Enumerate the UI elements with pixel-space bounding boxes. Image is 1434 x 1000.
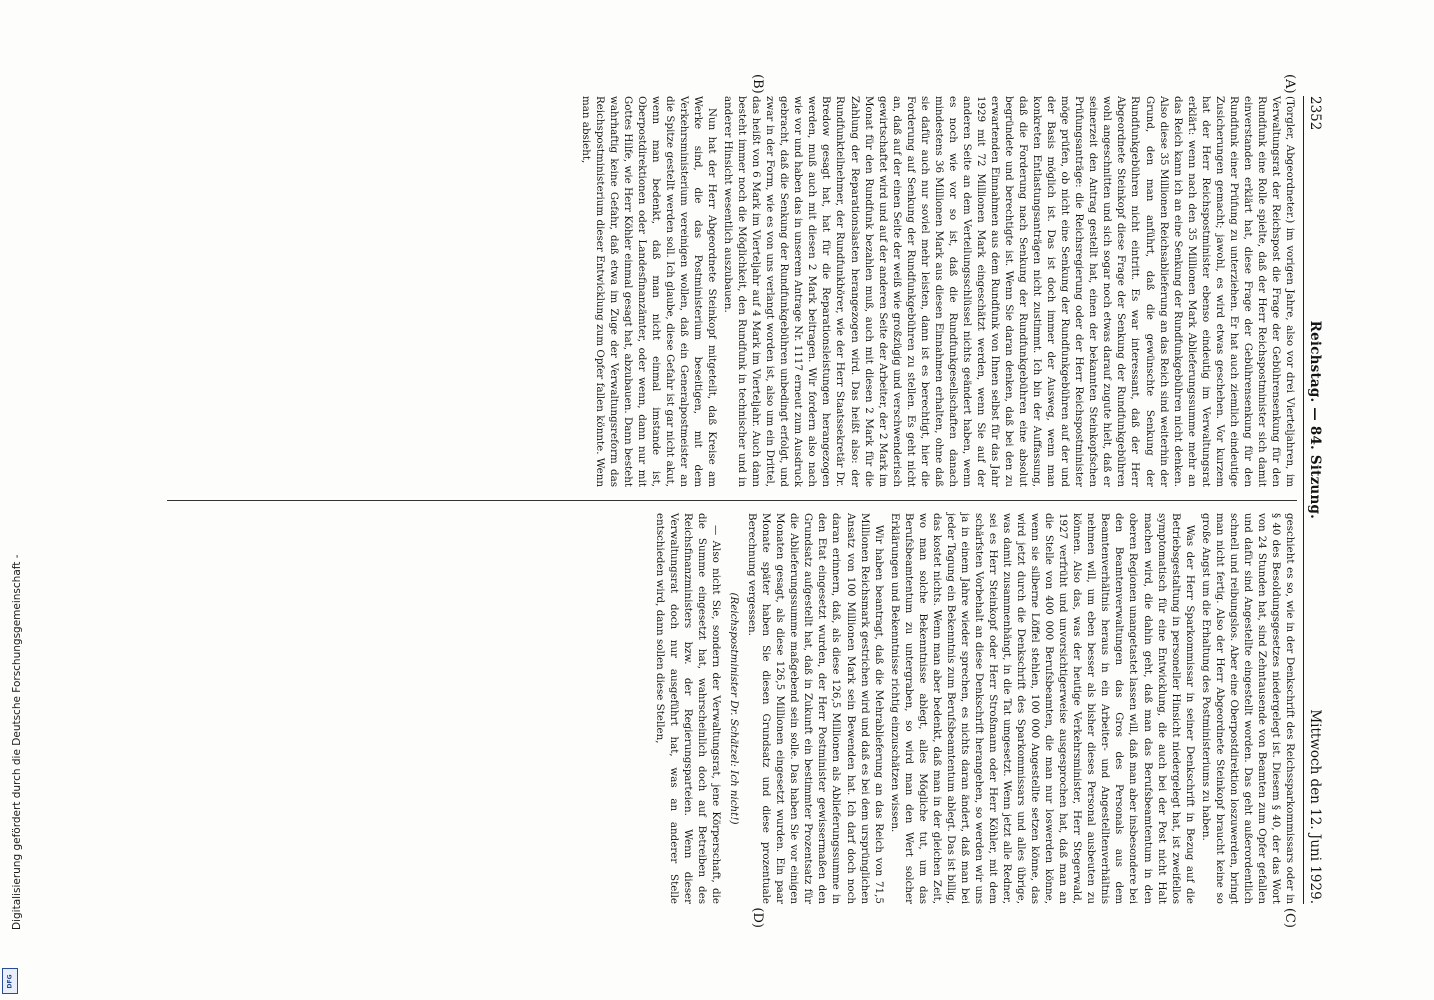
interjection: (Reichspostminister Dr. Schätzel: Ich nicht!) xyxy=(728,592,741,825)
paragraph: — Also nicht Sie, sondern der Verwaltungsrat, jene Körperschaft, die die Summe eingesetzt hat, wahrscheinlich doch auf Betreiben des Reichsfinanzministers bzw. der Regierungsparteien. Wenn dieser Verwaltungsrat doch nur ausgeführt hat, was an anderer Stelle entschieden wird, dann sollen diese Stellen, xyxy=(653,513,723,904)
sidenote-text: Digitalisierung gefördert durch die Deutsche Forschungsgemeinschaft - xyxy=(11,554,23,930)
header-date: Mittwoch den 12. Juni 1929. xyxy=(1307,709,1323,904)
dfg-logo: DFG xyxy=(2,968,18,994)
paragraph: geschieht es so, wie in der Denkschrift des Reichssparkommissars oder in § 40 des Besoldungsgesetzes niedergelegt ist. Diesem § 40, der das Wort von 24 Stunden hat, sind Zehntausende von Beamten zum Opfer gefallen und dafür sind Angestellte eingestellt worden. Das geht außerordentlich schnell und reibungslos. Aber eine Oberpostdirektion loszuwerden, bringt man nicht fertig. Also der Herr Abgeordnete Steinkopf braucht keine so große Angst um die Erhaltung des Postministeriums zu haben. xyxy=(1199,513,1296,904)
margin-marker-b: (B) xyxy=(750,74,765,94)
margin-marker-c: (C) xyxy=(1282,907,1297,928)
header-title: Reichstag. — 84. Sitzung. xyxy=(1307,320,1323,520)
left-column xyxy=(127,96,1297,487)
paragraph: (Torgler, Abgeordneter.) im vorigen Jahre, also vor drei Vierteljahren, im Verwaltungsrat der Reichspost die Frage der Gebührensenkung für den Rundfunk eine Rolle spielte, daß der Herr Reichspostminister sich damit einverstanden erklärt hat, diese Frage der Gebührensenkung für den Rundfunk einer Prüfung zu unterziehen. Er hat auch ziemlich eindeutige Zusicherungen gemacht; jawohl, es wird etwas geschehen. Vor kurzem hat der Herr Reichspostminister ebenso eindeutig im Verwaltungsrat erklärt: wenn nach den 35 Millionen Mark Ablieferungssumme mehr an das Reich kann ich an eine Senkung der Rundfunkgebühren nicht denken. Also diese 35 Millionen Reichsablieferung an das Reich sind weiterhin der Grund, den man anführt, daß die gewünschte Senkung der Rundfunkgebühren nicht eintritt. Es war interessant, daß der Herr Abgeordnete Steinkopf diese Frage der Senkung der Rundfunkgebühren wohl angeschnitten und sich sogar noch etwas darauf zugute hielt, daß er seinerzeit den Antrag gestellt hat, einen der bekannten Steinkopfschen Prüfungsanträge: die Reichsregierung oder der Herr Reichspostminister möge prüfen, ob nicht eine Senkung der Rundfunkgebühren auf der und der Basis möglich ist. Das ist doch immer der Ausweg, wenn man konkreten Entlastungsanträgen nicht zustimmt. Ich bin der Auffassung, daß die Forderung nach Senkung der Rundfunkgebühren eine absolut begründete und berechtigte ist. Wenn Sie daran denken, daß bei den zu erwartenden Einnahmen aus dem Rundfunk von Ihnen selbst für das Jahr 1929 mit 72 Millionen Mark eingeschätzt werden, wenn Sie auf der anderen Seite an dem Verteilungsschlüssel nichts geändert haben, wenn es noch wie vor so ist, daß die Rundfunkgesellschaften danach mindestens 36 Millionen Mark aus diesen Einnahmen erhalten, ohne daß sie dafür auch nur soviel mehr leisten, dann ist es berechtigt, hier die Forderung auf Senkung der Rundfunkgebühren zu stellen. Es geht nicht an, daß auf der einen Seite der weiß wie großzügig und verschwenderisch gewirtschaftet wird und auf der anderen Seite der Arbeiter, der 2 Mark im Monat für den Rundfunk bezahlen muß, auch mit diesen 2 Mark für die Zahlung der Reparationslasten herangezogen wird. Das heißt also: der Rundfunkteilnehmer, der Rundfunkhörer, wie der Herr Staatssekretär Dr. Bredow gesagt hat, hat für die Reparationsleistungen herangezogen werden, muß auch mit diesen 2 Mark beitragen. Wir fordern also nach wie vor und haben das in unserem Antrage Nr. 1117 erneut zum Ausdruck gebracht, daß die Senkung der Rundfunkgebühren unbedingt erfolgt, und zwar in der Form, wie es von uns verlangt worden ist, also um ein Drittel, das heißt von 6 Mark im Vierteljahr auf 4 Mark im Vierteljahr. Auch dann besteht immer noch die Möglichkeit, den Rundfunk in technischer und in anderer Hinsicht wesentlich auszubauen. xyxy=(722,96,1296,487)
rotated-page xyxy=(97,70,1337,930)
text-columns xyxy=(127,74,1297,928)
paragraph: Nun hat der Herr Abgeordnete Steinkopf mitgeteilt, daß Kreise am Werke sind, die das Postministerium beseitigen, mit dem Verkehrsministerium vereinigen wollen, daß ein Generalpostmeister an die Spitze gestellt werden soll. Ich glaube, diese Gefahr ist gar nicht akut, wenn man bedenkt, daß man nicht einmal imstande ist, Oberpostdirektionen oder Landesfinanzämter, oder wenn, dann nur mit Gottes Hilfe, wie Herr Köhler einmal gesagt hat, abzubauen. Dann besteht wahrhaftig keine Gefahr, daß etwa im Zuge der Verwaltungsreform das Reichspostministerium dieser Entwicklung zum Opfer fallen könnte. Wenn man absieht, xyxy=(579,96,719,487)
margin-marker-a: (A) xyxy=(1282,74,1297,94)
right-column xyxy=(127,513,1297,904)
digitization-sidenote xyxy=(0,0,22,1000)
margin-marker-d: (D) xyxy=(750,907,765,928)
running-head xyxy=(1303,96,1323,904)
paragraph: Wir haben beantragt, daß die Mehrablieferung an das Reich von 71,5 Millionen Reichsmark gestrichen wird und daß es bei dem ursprünglichen Ansatz von 100 Millionen Mark sein Bewenden hat. Ich darf doch noch daran erinnern, daß, als diese 126,5 Millionen als Ablieferungssumme in den Etat eingesetzt wurden, der Herr Postminister gewissermaßen den Grundsatz aufgestellt hat, daß in Zukunft ein bestimmter Prozentsatz für die Ablieferungssumme maßgebend sein solle. Das haben Sie vor einigen Monaten gesagt, als diese 126,5 Millionen eingesetzt wurden. Ein paar Monate später haben Sie diesen Grundsatz und diese prozentuale Berechnung vergessen. xyxy=(746,513,885,904)
paragraph: Was der Herr Sparkommissar in seiner Denkschrift in Bezug auf die Betriebsgestaltung in personeller Hinsicht niedergelegt hat, ist zweifellos symptomatisch für eine Entwicklung, die auch bei der Post nicht Halt machen wird, die dahin geht, daß man das Berufsbeamtentum in den oberen Regionen unangetastet lassen will, daß man aber insbesondere bei den Beamtenverwaltungen das Gros des Personals aus dem Beamtenverhältnis heraus in ein Arbeiter- und Angestelltenverhältnis nehmen will, um eben besser als bisher dieses Personal ausbeuten zu können. Also das, was der heutige Verkehrsminister, Herr Stegerwald, 1927 verfrüht und unvorsichtigerweise ausgesprochen hat, daß man an die Stelle von 400 000 Berufsbeamten, die man nur loswerden könne, wenn sie silberne Löffel stehlen, 100 000 Angestellte setzen könne, das wird jetzt durch die Denkschrift des Sparkommissars und alles übrige, was damit zusammenhängt, in die Tat umgesetzt. Wenn jetzt alle Redner, sei es Herr Steinkopf oder Herr Stroßmann oder Herr Köhler, mit dem schärfsten Vorbehalt an diese Denkschrift herangehen, so werden wir uns ja in einem Jahre wieder sprechen, es nichts daran ändert, daß man bei jeder Tagung ein Bekenntnis zum Berufsbeamtentum ablegt. Das ist billig, das kostet nichts. Wenn man aber bedenkt, daß man in der gleichen Zeit, wo man solche Bekenntnisse ablegt, alles Mögliche tut, um das Berufsbeamtentum zu untergraben, so wird man den Wert solcher Erklärungen und Bekenntnisse richtig einzuschätzen wissen. xyxy=(888,513,1196,904)
page-number: 2352 xyxy=(1307,96,1323,131)
